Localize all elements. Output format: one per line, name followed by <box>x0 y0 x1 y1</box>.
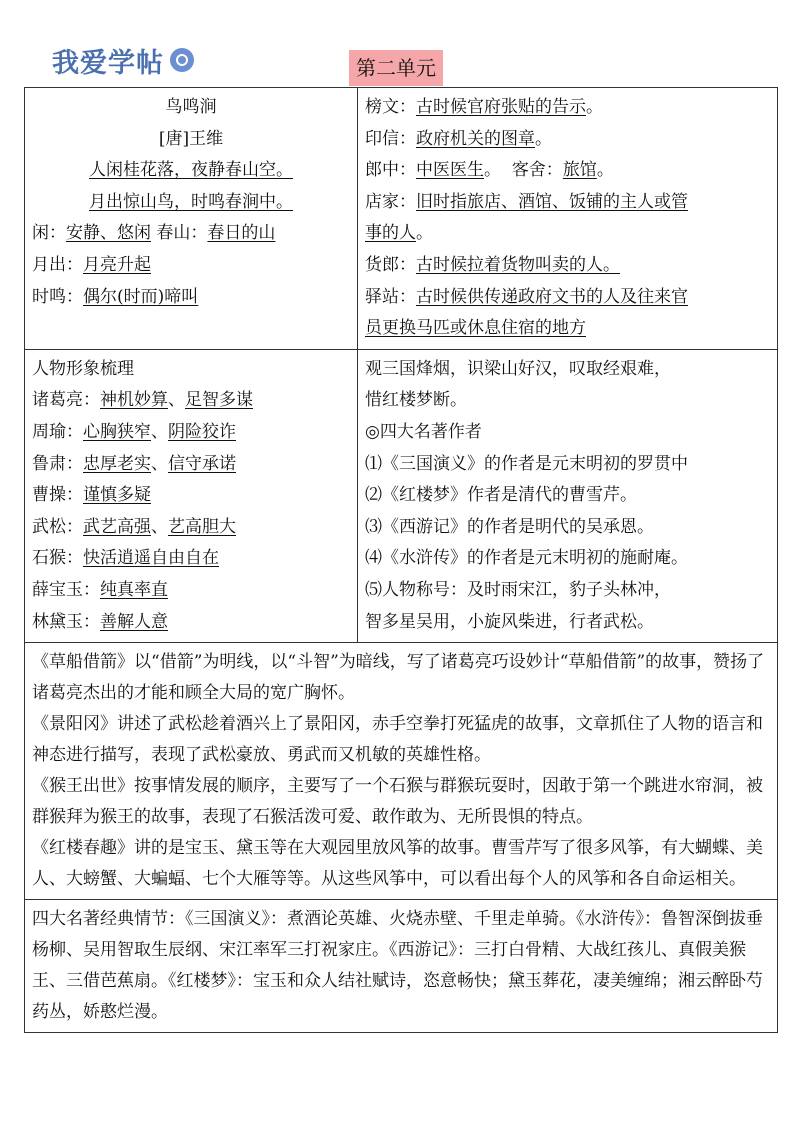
character-item: 薛宝玉：纯真率直 <box>32 579 168 600</box>
summary-paragraph: 《景阳冈》讲述了武松趁着酒兴上了景阳冈，赤手空拳打死猛虎的故事，文章抓住了人物的语言和神态进行描写，表现了武松豪放、勇武而又机敏的英雄性格。 <box>32 714 763 766</box>
vocab-item-cont: 员更换马匹或休息住宿的地方 <box>365 318 586 339</box>
classics-cell <box>358 350 777 642</box>
row-poem-vocab <box>25 88 777 350</box>
plots-paragraph: 四大名著经典情节：《三国演义》：煮酒论英雄、火烧赤壁、千里走单骑。《水浒传》：鲁智深倒拔垂杨柳、吴用智取生辰纲、宋江率军三打祝家庄。《西游记》：三打白骨精、大战红孩儿、真假美猴王、三借芭蕉扇。《红楼梦》：宝玉和众人结社赋诗，恣意畅快；黛玉葬花，凄美缠绵；湘云醉卧芍药丛，娇憨烂漫。 <box>32 909 763 1023</box>
row-characters-classics <box>25 350 777 643</box>
vocab-item: 驿站：古时候供传递政府文书的人及往来官 <box>365 286 688 307</box>
summary-paragraph: 《红楼春趣》讲的是宝玉、黛玉等在大观园里放风筝的故事。曹雪芹写了很多风筝，有大蝴蝶、美人、大螃蟹、大蝙蝠、七个大雁等等。从这些风筝中，可以看出每个人的风筝和各自命运相关。 <box>32 838 763 890</box>
character-item: 鲁肃：忠厚老实、信守承诺 <box>32 453 236 474</box>
character-item: 曹操：谨慎多疑 <box>32 485 151 506</box>
vocab-item-cont: 事的人。 <box>365 223 433 244</box>
character-item: 林黛玉：善解人意 <box>32 611 168 632</box>
classics-intro: 观三国烽烟，识梁山好汉，叹取经艰难， <box>365 358 671 379</box>
poem-line: 月出惊山鸟，时鸣春涧中。 <box>89 191 293 212</box>
vocab-item: 榜文：古时候官府张贴的告示。 <box>365 97 603 117</box>
vocab-item: 郎中：中医医生。 客舍：旅馆。 <box>365 160 614 181</box>
poem-line: 人闲桂花落，夜静春山空。 <box>89 160 293 181</box>
authors-heading: ◎四大名著作者 <box>365 421 482 442</box>
vocab-item: 货郎：古时候拉着货物叫卖的人。 <box>365 254 620 275</box>
character-item: 武松：武艺高强、艺高胆大 <box>32 516 236 537</box>
author-item: ⑶《西游记》的作者是明代的吴承恩。 <box>365 516 654 537</box>
gloss-item: 闲：安静、悠闲 春山：春日的山 <box>32 223 276 244</box>
unit-title: 第二单元 <box>349 50 443 86</box>
character-item: 诸葛亮：神机妙算、足智多谋 <box>32 390 253 411</box>
vocab-item: 印信：政府机关的图章。 <box>365 128 552 149</box>
classics-intro: 惜红楼梦断。 <box>365 390 467 411</box>
characters-heading: 人物形象梳理 <box>32 358 134 379</box>
nicknames: ⑸人物称号：及时雨宋江，豹子头林冲， <box>365 579 671 600</box>
logo-text: 我爱学帖 <box>52 47 164 79</box>
logo-icon <box>170 48 194 72</box>
nicknames: 智多星吴用，小旋风柴进，行者武松。 <box>365 611 654 632</box>
characters-cell <box>25 350 358 642</box>
character-item: 石猴：快活逍遥自由自在 <box>32 548 219 569</box>
summary-paragraph: 《猴王出世》按事情发展的顺序，主要写了一个石猴与群猴玩耍时，因敢于第一个跳进水帘洞，被群猴拜为猴王的故事，表现了石猴活泼可爱、敢作敢为、无所畏惧的特点。 <box>32 776 763 828</box>
plots-cell <box>25 900 777 1032</box>
poem-author: [唐]王维 <box>158 128 224 149</box>
site-logo <box>52 40 194 80</box>
summaries-cell <box>25 643 777 900</box>
vocab-cell <box>358 88 777 349</box>
notes-table <box>24 87 778 1033</box>
author-item: ⑵《红楼梦》作者是清代的曹雪芹。 <box>365 485 637 506</box>
vocab-item: 店家：旧时指旅店、酒馆、饭铺的主人或管 <box>365 191 688 212</box>
poem-cell <box>25 88 358 349</box>
character-item: 周瑜：心胸狭窄、阴险狡诈 <box>32 421 236 442</box>
author-item: ⑷《水浒传》的作者是元末明初的施耐庵。 <box>365 548 688 569</box>
poem-title: 鸟鸣涧 <box>165 97 217 117</box>
author-item: ⑴《三国演义》的作者是元末明初的罗贯中 <box>365 453 688 474</box>
summary-paragraph: 《草船借箭》以“借箭”为明线，以“斗智”为暗线，写了诸葛亮巧设妙计“草船借箭”的故事，赞扬了诸葛亮杰出的才能和顾全大局的宽广胸怀。 <box>32 652 765 704</box>
gloss-item: 月出：月亮升起 <box>32 254 151 275</box>
gloss-item: 时鸣：偶尔(时而)啼叫 <box>32 286 199 307</box>
